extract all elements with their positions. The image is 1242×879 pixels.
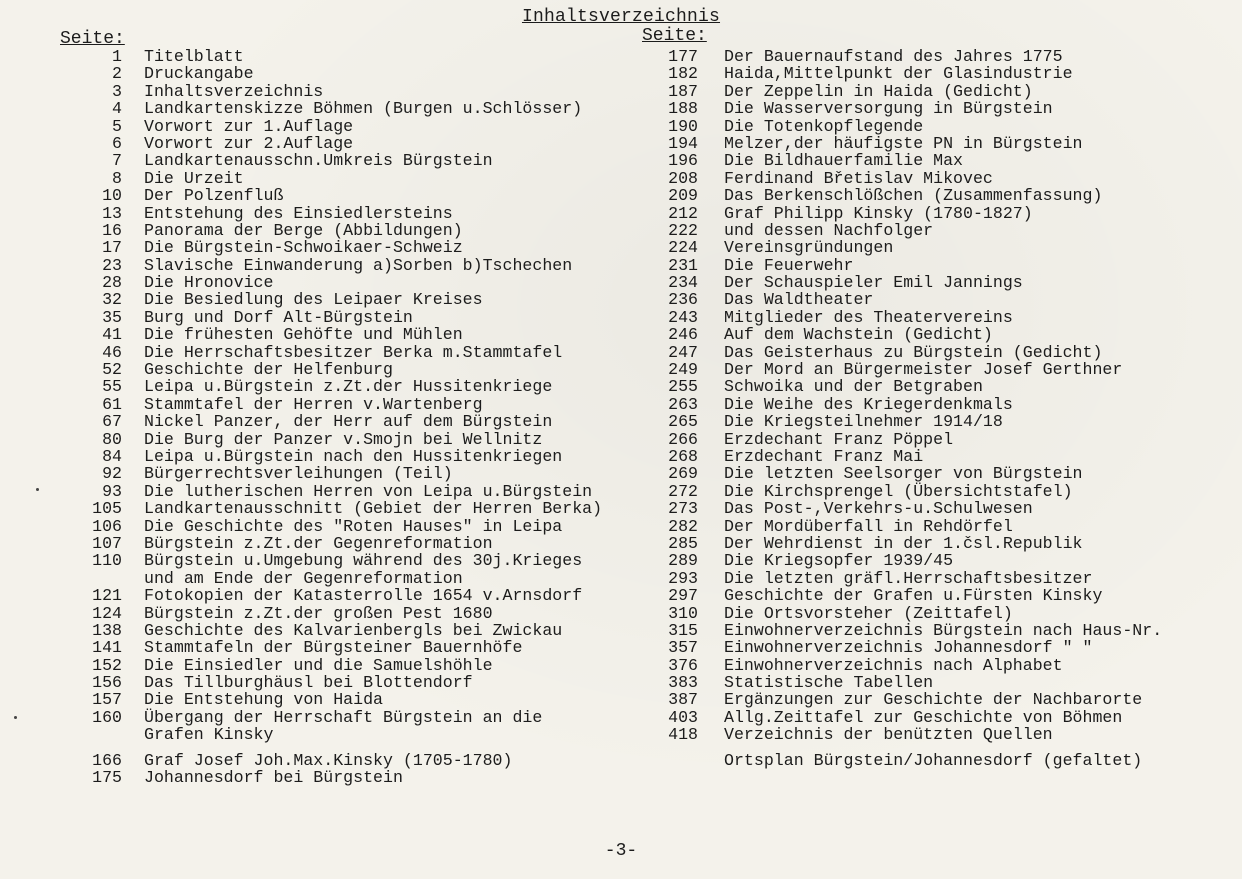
toc-entry-title: Die Bürgstein-Schwoikaer-Schweiz	[144, 238, 463, 258]
page-number: -3-	[604, 841, 638, 861]
toc-page-number: 297	[668, 586, 698, 606]
toc-page-number: 265	[668, 412, 698, 432]
toc-page-number: 55	[102, 377, 122, 397]
toc-page-number: 194	[668, 133, 698, 153]
toc-entry-title: Der Schauspieler Emil Jannings	[724, 273, 1023, 293]
toc-page-number: 141	[92, 638, 122, 658]
toc-page-number: 209	[668, 186, 698, 206]
toc-entry-title: Die letzten gräfl.Herrschaftsbesitzer	[724, 568, 1093, 588]
toc-entry-title: Mitglieder des Theatervereins	[724, 307, 1013, 327]
toc-entry-title: Der Zeppelin in Haida (Gedicht)	[724, 81, 1033, 101]
toc-entry-title: Entstehung des Einsiedlersteins	[144, 203, 453, 223]
toc-page-number: 1	[112, 47, 122, 66]
toc-page-number: 110	[92, 551, 122, 571]
toc-entry-title: Slavische Einwanderung a)Sorben b)Tschechen	[144, 255, 573, 275]
toc-entry-title: Allg.Zeittafel zur Geschichte von Böhmen	[724, 707, 1123, 727]
toc-entry-title: Statistische Tabellen	[724, 673, 934, 693]
toc-page-number: 357	[668, 638, 698, 658]
toc-entry-title: Haida,Mittelpunkt der Glasindustrie	[724, 64, 1073, 84]
toc-entry-title: Die Kriegsopfer 1939/45	[724, 551, 954, 571]
toc-page-number: 383	[668, 673, 698, 693]
toc-entry-title: Ortsplan Bürgstein/Johannesdorf (gefaltet)	[724, 750, 1143, 770]
toc-page-number: 289	[668, 551, 698, 571]
toc-page-number: 121	[92, 586, 122, 606]
toc-page-number: 315	[668, 620, 698, 640]
toc-entry-title: Ferdinand Břetislav Mikovec	[724, 168, 993, 188]
toc-entry-title: Die Entstehung von Haida	[144, 690, 383, 710]
toc-page-number: 160	[92, 707, 122, 727]
toc-entry-title: Die Bildhauerfamilie Max	[724, 151, 963, 171]
toc-entry-title: Die Geschichte des "Roten Hauses" in Leipa	[144, 516, 563, 536]
toc-page-number: 23	[102, 255, 122, 275]
toc-entry-title: Das Post-,Verkehrs-u.Schulwesen	[724, 499, 1033, 519]
toc-entry-title: Bürgstein u.Umgebung während des 30j.Krieges	[144, 551, 583, 571]
toc-entry-title: Die Wasserversorgung in Bürgstein	[724, 99, 1053, 119]
toc-entry-title: Grafen Kinsky	[144, 725, 274, 745]
toc-entry-title: Stammtafeln der Bürgsteiner Bauernhöfe	[144, 638, 523, 658]
toc-entry-title: Inhaltsverzeichnis	[144, 81, 324, 101]
toc-entry-title: Bürgerrechtsverleihungen (Teil)	[144, 464, 453, 484]
toc-entry-title: Die Totenkopflegende	[724, 116, 924, 136]
toc-page-number: 243	[668, 307, 698, 327]
toc-entry-title: Die Urzeit	[144, 168, 244, 188]
toc-entry-title: Der Polzenfluß	[144, 186, 284, 206]
toc-entry-title: Die letzten Seelsorger von Bürgstein	[724, 464, 1083, 484]
toc-page-number: 212	[668, 203, 698, 223]
toc-page-number: 249	[668, 360, 698, 380]
toc-entry-title: Das Geisterhaus zu Bürgstein (Gedicht)	[724, 342, 1103, 362]
toc-page-number: 310	[668, 603, 698, 623]
toc-entry-title: Die Herrschaftsbesitzer Berka m.Stammtafel	[144, 342, 563, 362]
toc-entry-title: Der Bauernaufstand des Jahres 1775	[724, 47, 1063, 66]
toc-entry-title: Ergänzungen zur Geschichte der Nachbarorte	[724, 690, 1143, 710]
toc-entry-title: Die Kirchsprengel (Übersichtstafel)	[724, 481, 1073, 501]
toc-entry-title: Erzdechant Franz Mai	[724, 446, 924, 466]
toc-entry-title: Vorwort zur 2.Auflage	[144, 133, 354, 153]
toc-page-number: 152	[92, 655, 122, 675]
seite-header-left: Seite:	[60, 29, 125, 49]
toc-page-number: 273	[668, 499, 698, 519]
toc-page-number: 80	[102, 429, 122, 449]
toc-page-number: 166	[92, 750, 122, 770]
toc-page-number: 17	[102, 238, 122, 258]
toc-page-number: 16	[102, 220, 122, 240]
toc-page-number: 35	[102, 307, 122, 327]
toc-entry-title: Panorama der Berge (Abbildungen)	[144, 220, 463, 240]
toc-page-number: 387	[668, 690, 698, 710]
toc-page-number: 32	[102, 290, 122, 310]
toc-entry-title: Stammtafel der Herren v.Wartenberg	[144, 394, 483, 414]
toc-page-number: 67	[102, 412, 122, 432]
toc-page-number: 52	[102, 360, 122, 380]
toc-entry-title: Das Berkenschlößchen (Zusammenfassung)	[724, 186, 1103, 206]
toc-page-number: 107	[92, 533, 122, 553]
toc-entry-title: Geschichte der Helfenburg	[144, 360, 393, 380]
toc-entry-title: Landkartenausschn.Umkreis Bürgstein	[144, 151, 493, 171]
toc-page-number: 156	[92, 673, 122, 693]
toc-entry-title: und dessen Nachfolger	[724, 220, 934, 240]
toc-entry-title: Nickel Panzer, der Herr auf dem Bürgstein	[144, 412, 553, 432]
toc-page-number: 196	[668, 151, 698, 171]
toc-page-number: 4	[112, 99, 122, 119]
toc-page-number: 41	[102, 325, 122, 345]
toc-entry-title: Einwohnerverzeichnis Johannesdorf " "	[724, 638, 1093, 658]
toc-page-number: 93	[102, 481, 122, 501]
toc-page-number: 268	[668, 446, 698, 466]
toc-page-number: 157	[92, 690, 122, 710]
toc-entry-title: Der Mord an Bürgermeister Josef Gerthner	[724, 360, 1123, 380]
toc-entry-title: Die Hronovice	[144, 273, 274, 293]
toc-entry-title: Schwoika und der Betgraben	[724, 377, 983, 397]
toc-entry-title: Die Besiedlung des Leipaer Kreises	[144, 290, 483, 310]
toc-entry-title: Die lutherischen Herren von Leipa u.Bürgstein	[144, 481, 593, 501]
toc-entry-title: Einwohnerverzeichnis nach Alphabet	[724, 655, 1063, 675]
toc-entry-title: Titelblatt	[144, 47, 244, 66]
toc-page-number: 8	[112, 168, 122, 188]
toc-page-number: 6	[112, 133, 122, 153]
toc-entry-title: Der Mordüberfall in Rehdörfel	[724, 516, 1013, 536]
toc-page-number: 231	[668, 255, 698, 275]
toc-page-number: 105	[92, 499, 122, 519]
toc-page-number: 285	[668, 533, 698, 553]
toc-page-number: 46	[102, 342, 122, 362]
toc-page-number: 10	[102, 186, 122, 206]
toc-entry-title: Verzeichnis der benützten Quellen	[724, 725, 1053, 745]
toc-entry-title: Graf Josef Joh.Max.Kinsky (1705-1780)	[144, 750, 513, 770]
toc-page-number: 266	[668, 429, 698, 449]
toc-page-number: 247	[668, 342, 698, 362]
toc-entry-title: Melzer,der häufigste PN in Bürgstein	[724, 133, 1083, 153]
toc-page-number: 187	[668, 81, 698, 101]
toc-entry-title: Druckangabe	[144, 64, 254, 84]
toc-entry-title: Die Kriegsteilnehmer 1914/18	[724, 412, 1003, 432]
toc-entry-title: Die frühesten Gehöfte und Mühlen	[144, 325, 463, 345]
toc-page-number: 263	[668, 394, 698, 414]
toc-page-number: 175	[92, 768, 122, 788]
toc-page-number: 7	[112, 151, 122, 171]
toc-page-number: 224	[668, 238, 698, 258]
toc-entry-title: Geschichte des Kalvarienbergls bei Zwickau	[144, 620, 563, 640]
toc-entry-title: Die Burg der Panzer v.Smojn bei Wellnitz	[144, 429, 543, 449]
toc-entry-title: Bürgstein z.Zt.der Gegenreformation	[144, 533, 493, 553]
toc-entry-title: und am Ende der Gegenreformation	[144, 568, 463, 588]
toc-entry-title: Leipa u.Bürgstein nach den Hussitenkriegen	[144, 446, 563, 466]
toc-page-number: 13	[102, 203, 122, 223]
toc-page-number: 293	[668, 568, 698, 588]
toc-page-number: 61	[102, 394, 122, 414]
ink-speck	[36, 488, 39, 491]
toc-page-number: 84	[102, 446, 122, 466]
toc-entry-title: Die Einsiedler und die Samuelshöhle	[144, 655, 493, 675]
toc-entry-title: Die Ortsvorsteher (Zeittafel)	[724, 603, 1013, 623]
toc-entry-title: Johannesdorf bei Bürgstein	[144, 768, 403, 788]
toc-page-number: 246	[668, 325, 698, 345]
toc-entry-title: Die Weihe des Kriegerdenkmals	[724, 394, 1013, 414]
toc-page-number: 182	[668, 64, 698, 84]
ink-speck	[14, 716, 17, 719]
toc-page-number: 376	[668, 655, 698, 675]
toc-entry-title: Einwohnerverzeichnis Bürgstein nach Haus-Nr.	[724, 620, 1163, 640]
toc-page-number: 222	[668, 220, 698, 240]
toc-page-number: 403	[668, 707, 698, 727]
toc-page-number: 92	[102, 464, 122, 484]
toc-page-number: 255	[668, 377, 698, 397]
toc-page-number: 124	[92, 603, 122, 623]
toc-entry-title: Vereinsgründungen	[724, 238, 894, 258]
toc-page-number: 190	[668, 116, 698, 136]
toc-page-number: 236	[668, 290, 698, 310]
toc-entry-title: Graf Philipp Kinsky (1780-1827)	[724, 203, 1033, 223]
toc-entry-title: Landkartenskizze Böhmen (Burgen u.Schlösser)	[144, 99, 583, 119]
toc-entry-title: Auf dem Wachstein (Gedicht)	[724, 325, 993, 345]
toc-page-number: 28	[102, 273, 122, 293]
toc-entry-title: Das Waldtheater	[724, 290, 874, 310]
toc-entry-title: Das Tillburghäusl bei Blottendorf	[144, 673, 473, 693]
toc-entry-title: Der Wehrdienst in der 1.čsl.Republik	[724, 533, 1083, 553]
toc-entry-title: Burg und Dorf Alt-Bürgstein	[144, 307, 413, 327]
toc-entry-title: Übergang der Herrschaft Bürgstein an die	[144, 707, 543, 727]
toc-page-number: 138	[92, 620, 122, 640]
toc-entry-title: Die Feuerwehr	[724, 255, 854, 275]
toc-entry-title: Landkartenausschnitt (Gebiet der Herren Berka)	[144, 499, 603, 519]
document-title: Inhaltsverzeichnis	[521, 7, 721, 27]
toc-entry-title: Vorwort zur 1.Auflage	[144, 116, 354, 136]
seite-header-right: Seite:	[642, 26, 707, 46]
toc-page-number: 188	[668, 99, 698, 119]
toc-page-number: 106	[92, 516, 122, 536]
toc-page-number: 177	[668, 47, 698, 66]
toc-page-number: 282	[668, 516, 698, 536]
toc-page-number: 418	[668, 725, 698, 745]
toc-page-number: 208	[668, 168, 698, 188]
toc-page-number: 272	[668, 481, 698, 501]
toc-entry-title: Leipa u.Bürgstein z.Zt.der Hussitenkriege	[144, 377, 553, 397]
toc-entry-title: Fotokopien der Katasterrolle 1654 v.Arnsdorf	[144, 586, 583, 606]
toc-page-number: 5	[112, 116, 122, 136]
toc-page-number: 2	[112, 64, 122, 84]
toc-page-number: 234	[668, 273, 698, 293]
toc-entry-title: Geschichte der Grafen u.Fürsten Kinsky	[724, 586, 1103, 606]
toc-page-number: 269	[668, 464, 698, 484]
toc-entry-title: Erzdechant Franz Pöppel	[724, 429, 954, 449]
toc-entry-title: Bürgstein z.Zt.der großen Pest 1680	[144, 603, 493, 623]
toc-page-number: 3	[112, 81, 122, 101]
